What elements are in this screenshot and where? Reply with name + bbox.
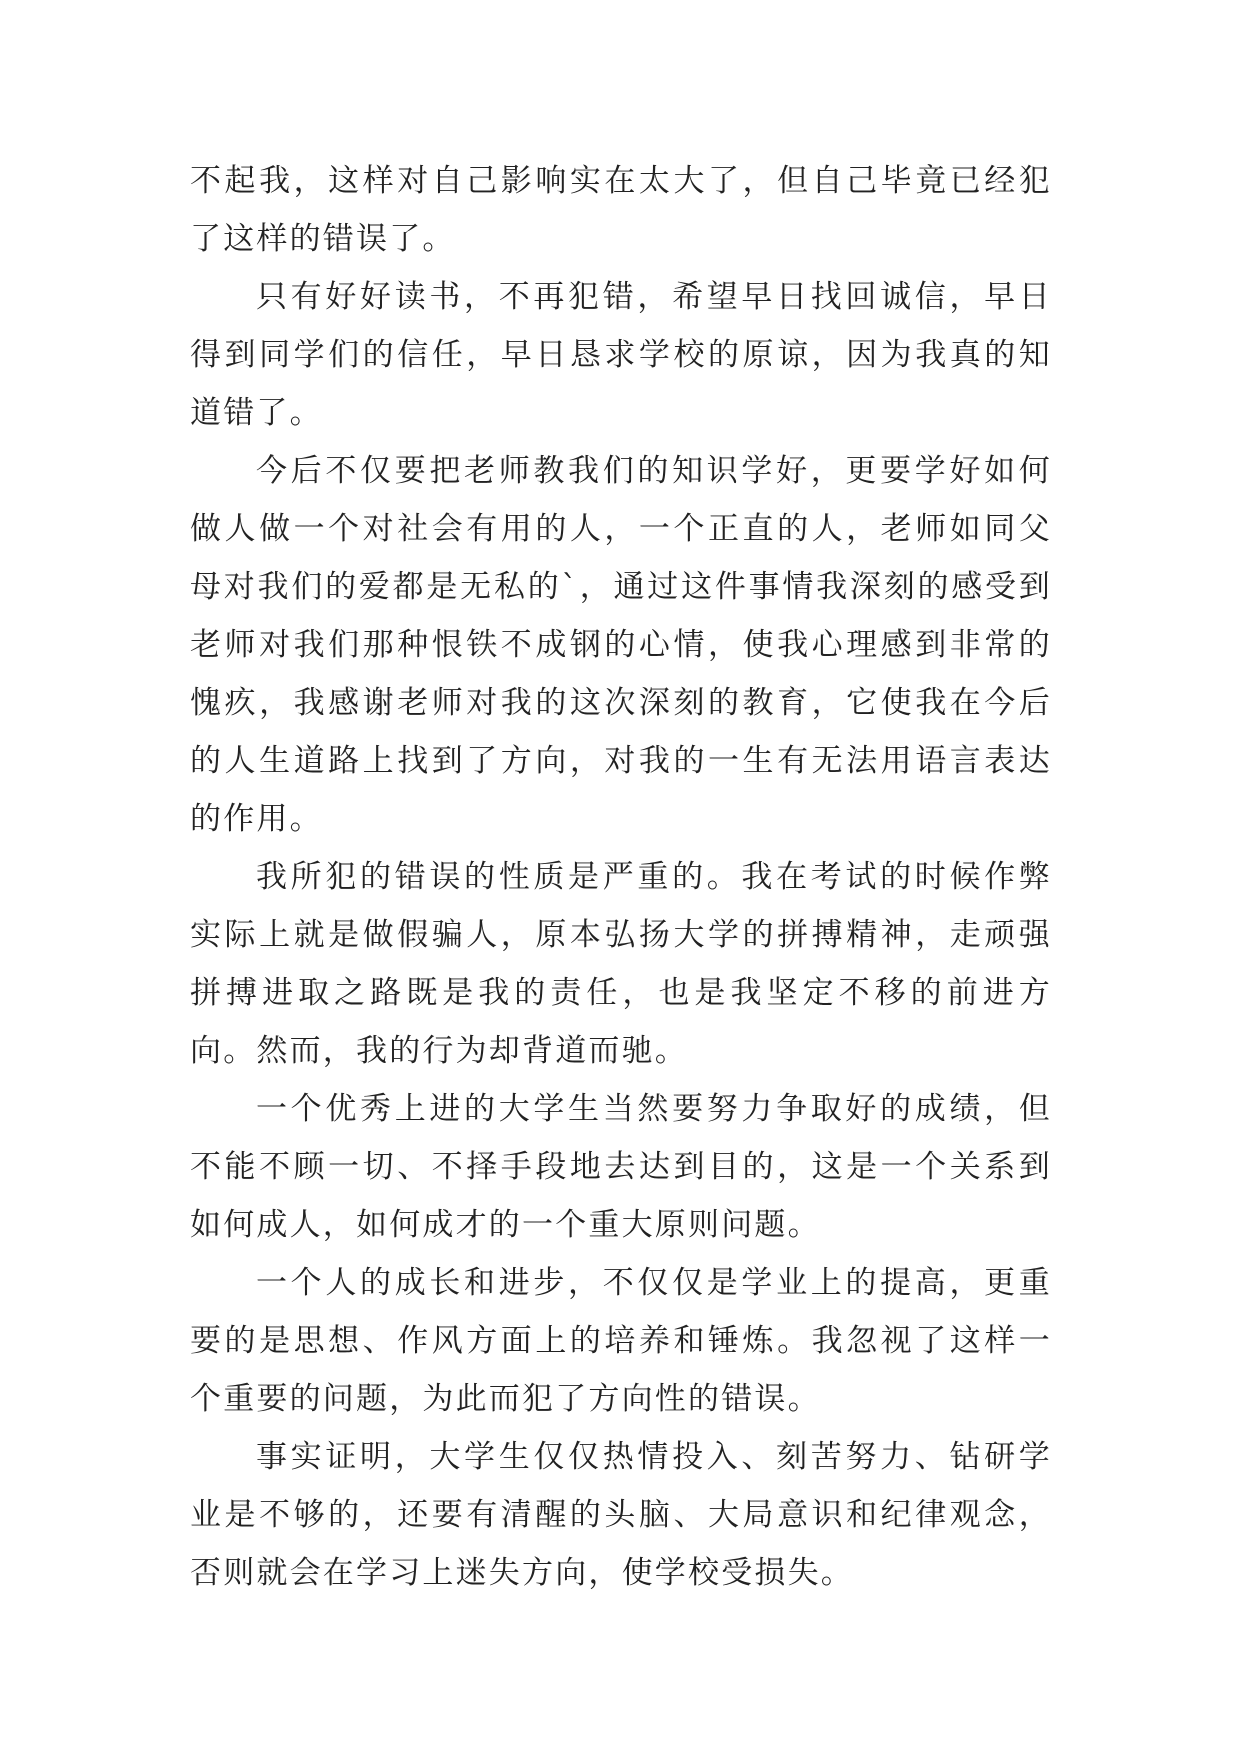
paragraph-continued: 不起我，这样对自己影响实在太大了，但自己毕竟已经犯了这样的错误了。 (190, 163, 1052, 257)
paragraph: 只有好好读书，不再犯错，希望早日找回诚信，早日得到同学们的信任，早日恳求学校的原谅，因为我真的知道错了。 (190, 279, 1052, 431)
paragraph: 今后不仅要把老师教我们的知识学好，更要学好如何做人做一个对社会有用的人，一个正直的人，老师如同父母对我们的爱都是无私的`，通过这件事情我深刻的感受到老师对我们那种恨铁不成钢的心情，使我心理感到非常的愧疚，我感谢老师对我的这次深刻的教育，它使我在今后的人生道路上找到了方向，对我的一生有无法用语言表达的作用。 (190, 453, 1052, 837)
paragraph: 一个优秀上进的大学生当然要努力争取好的成绩，但不能不顾一切、不择手段地去达到目的，这是一个关系到如何成人，如何成才的一个重大原则问题。 (190, 1091, 1052, 1243)
paragraph: 我所犯的错误的性质是严重的。我在考试的时候作弊实际上就是做假骗人，原本弘扬大学的拼搏精神，走顽强拼搏进取之路既是我的责任，也是我坚定不移的前进方向。然而，我的行为却背道而驰。 (190, 859, 1052, 1069)
paragraph: 一个人的成长和进步，不仅仅是学业上的提高，更重要的是思想、作风方面上的培养和锤炼。我忽视了这样一个重要的问题，为此而犯了方向性的错误。 (190, 1265, 1052, 1417)
document-body (190, 152, 1052, 1602)
paragraph: 事实证明，大学生仅仅热情投入、刻苦努力、钻研学业是不够的，还要有清醒的头脑、大局意识和纪律观念，否则就会在学习上迷失方向，使学校受损失。 (190, 1439, 1052, 1591)
